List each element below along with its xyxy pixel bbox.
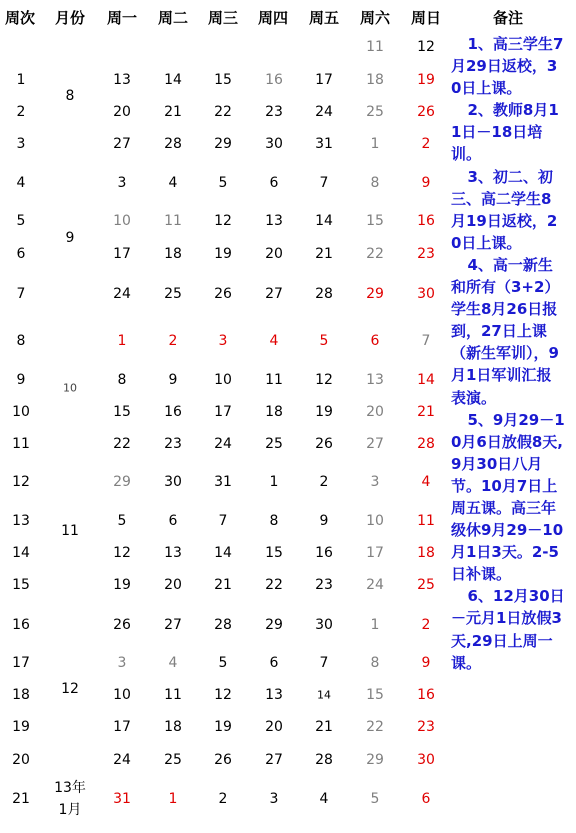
day-cell-sun: 16: [417, 213, 435, 229]
week-number: 11: [12, 436, 30, 452]
day-cell-thu: 29: [265, 617, 283, 633]
day-cell-tue: 18: [164, 719, 182, 735]
day-cell-sun: 23: [417, 246, 435, 262]
day-cell-sat: 18: [366, 72, 384, 88]
day-cell-sun: 28: [417, 436, 435, 452]
day-cell-tue: 11: [164, 213, 182, 229]
week-number: 13: [12, 513, 30, 529]
header-cell: 周五: [308, 9, 339, 27]
month-label: [30, 777, 110, 821]
day-cell-wed: 19: [214, 719, 232, 735]
day-cell-wed: 26: [214, 286, 232, 302]
day-cell-sun: 16: [417, 687, 435, 703]
note-item: 3、初二、初三、高二学生8月19日返校，20日上课。: [451, 167, 558, 252]
day-cell-fri: 24: [315, 104, 333, 120]
day-cell-thu: 27: [265, 286, 283, 302]
day-cell-mon: 19: [113, 577, 131, 593]
day-cell-fri: 31: [315, 136, 333, 152]
header-cell: 周日: [410, 9, 441, 27]
day-cell-mon: 13: [113, 72, 131, 88]
day-cell-fri: 30: [315, 617, 333, 633]
day-cell-sun: 6: [421, 791, 431, 807]
header-cell: 月份: [54, 9, 85, 27]
day-cell-tue: 20: [164, 577, 182, 593]
notes-column: [451, 33, 566, 674]
day-cell-fri: 4: [319, 791, 329, 807]
day-cell-thu: 30: [265, 136, 283, 152]
day-cell-mon: 15: [113, 404, 131, 420]
day-cell-sat: 1: [370, 617, 380, 633]
week-number: 1: [16, 72, 26, 88]
week-number: 12: [12, 474, 30, 490]
day-cell-mon: 22: [113, 436, 131, 452]
note-item: 4、高一新生和所有（3+2）学生8月26日报到，27日上课（新生军训），9月1日军训汇报表演。: [451, 255, 560, 407]
day-cell-tue: 21: [164, 104, 182, 120]
month-label-month: 1月: [58, 802, 82, 818]
day-cell-mon: 17: [113, 246, 131, 262]
day-cell-tue: 30: [164, 474, 182, 490]
day-cell-mon: 8: [117, 372, 127, 388]
day-cell-mon: 20: [113, 104, 131, 120]
day-cell-thu: 22: [265, 577, 283, 593]
day-cell-fri: 7: [319, 175, 329, 191]
day-cell-mon: 12: [113, 545, 131, 561]
day-cell-sat: 25: [366, 104, 384, 120]
day-cell-tue: 14: [164, 72, 182, 88]
day-cell-thu: 15: [265, 545, 283, 561]
day-cell-tue: 28: [164, 136, 182, 152]
day-cell-sat: 3: [370, 474, 380, 490]
day-cell-mon: 1: [117, 333, 127, 349]
day-cell-wed: 15: [214, 72, 232, 88]
day-cell-sat: 22: [366, 719, 384, 735]
week-number: 10: [12, 404, 30, 420]
month-label: 10: [63, 381, 77, 395]
day-cell-fri: 23: [315, 577, 333, 593]
week-number: 9: [16, 372, 26, 388]
day-cell-tue: 4: [168, 655, 178, 671]
month-label-year: 13年: [54, 780, 86, 796]
month-label: 9: [65, 230, 75, 246]
day-cell-mon: 17: [113, 719, 131, 735]
day-cell-wed: 21: [214, 577, 232, 593]
note-item: 1、高三学生7月29日返校，30日上课。: [451, 35, 564, 98]
header-cell: 周三: [207, 9, 238, 27]
day-cell-sat: 15: [366, 213, 384, 229]
header-cell: 周四: [257, 9, 288, 27]
day-cell-sat: 11: [366, 39, 384, 55]
day-cell-tue: 25: [164, 752, 182, 768]
day-cell-thu: 11: [265, 372, 283, 388]
day-cell-sat: 29: [366, 286, 384, 302]
day-cell-wed: 12: [214, 687, 232, 703]
week-number: 2: [16, 104, 26, 120]
day-cell-tue: 2: [168, 333, 178, 349]
day-cell-sat: 1: [370, 136, 380, 152]
day-cell-fri: 17: [315, 72, 333, 88]
day-cell-fri: 7: [319, 655, 329, 671]
day-cell-sat: 13: [366, 372, 384, 388]
day-cell-tue: 9: [168, 372, 178, 388]
day-cell-thu: 18: [265, 404, 283, 420]
day-cell-thu: 4: [269, 333, 279, 349]
week-number: 20: [12, 752, 30, 768]
day-cell-sat: 24: [366, 577, 384, 593]
day-cell-thu: 6: [269, 175, 279, 191]
day-cell-thu: 6: [269, 655, 279, 671]
note-item: 5、9月29－10月6日放假8天,9月30日八月节。10月7日上周五课。高三年级休9月29－10月1日3天。2-5日补课。: [451, 410, 565, 584]
day-cell-sun: 11: [417, 513, 435, 529]
day-cell-thu: 25: [265, 436, 283, 452]
day-cell-sat: 8: [370, 175, 380, 191]
note-item: 6、12月30日－元月1日放假3天,29日上周一课。: [451, 587, 565, 672]
day-cell-wed: 10: [214, 372, 232, 388]
day-cell-fri: 16: [315, 545, 333, 561]
day-cell-wed: 17: [214, 404, 232, 420]
day-cell-mon: 10: [113, 213, 131, 229]
day-cell-thu: 27: [265, 752, 283, 768]
month-label: 11: [61, 523, 79, 539]
day-cell-mon: 27: [113, 136, 131, 152]
day-cell-sat: 5: [370, 791, 380, 807]
day-cell-sat: 20: [366, 404, 384, 420]
day-cell-wed: 12: [214, 213, 232, 229]
day-cell-mon: 3: [117, 655, 127, 671]
month-label: 12: [61, 681, 79, 697]
day-cell-fri: 5: [319, 333, 329, 349]
week-number: 3: [16, 136, 26, 152]
header-cell: 周二: [157, 9, 188, 27]
day-cell-thu: 20: [265, 246, 283, 262]
day-cell-thu: 8: [269, 513, 279, 529]
day-cell-sun: 18: [417, 545, 435, 561]
day-cell-wed: 22: [214, 104, 232, 120]
day-cell-sat: 22: [366, 246, 384, 262]
day-cell-thu: 16: [265, 72, 283, 88]
month-label: 8: [65, 88, 75, 104]
day-cell-sun: 23: [417, 719, 435, 735]
day-cell-thu: 23: [265, 104, 283, 120]
day-cell-sun: 4: [421, 474, 431, 490]
day-cell-thu: 13: [265, 213, 283, 229]
day-cell-tue: 27: [164, 617, 182, 633]
day-cell-sun: 2: [421, 617, 431, 633]
day-cell-wed: 5: [218, 655, 228, 671]
day-cell-fri: 28: [315, 752, 333, 768]
day-cell-tue: 18: [164, 246, 182, 262]
day-cell-mon: 24: [113, 752, 131, 768]
day-cell-sun: 2: [421, 136, 431, 152]
day-cell-sun: 25: [417, 577, 435, 593]
day-cell-wed: 29: [214, 136, 232, 152]
day-cell-sat: 10: [366, 513, 384, 529]
header-cell: 周次: [4, 9, 35, 27]
day-cell-wed: 19: [214, 246, 232, 262]
week-number: 15: [12, 577, 30, 593]
day-cell-fri: 21: [315, 246, 333, 262]
day-cell-mon: 26: [113, 617, 131, 633]
day-cell-sun: 21: [417, 404, 435, 420]
day-cell-mon: 3: [117, 175, 127, 191]
day-cell-wed: 14: [214, 545, 232, 561]
header-cell: 备注: [492, 9, 523, 27]
day-cell-sun: 26: [417, 104, 435, 120]
day-cell-wed: 28: [214, 617, 232, 633]
week-number: 14: [12, 545, 30, 561]
day-cell-fri: 28: [315, 286, 333, 302]
week-number: 21: [12, 791, 30, 807]
day-cell-wed: 2: [218, 791, 228, 807]
day-cell-fri: 9: [319, 513, 329, 529]
day-cell-sat: 27: [366, 436, 384, 452]
day-cell-mon: 10: [113, 687, 131, 703]
day-cell-sat: 6: [370, 333, 380, 349]
day-cell-wed: 7: [218, 513, 228, 529]
week-number: 8: [16, 333, 26, 349]
day-cell-sun: 30: [417, 752, 435, 768]
day-cell-tue: 23: [164, 436, 182, 452]
day-cell-fri: 21: [315, 719, 333, 735]
day-cell-sat: 8: [370, 655, 380, 671]
day-cell-fri: 12: [315, 372, 333, 388]
week-number: 16: [12, 617, 30, 633]
day-cell-tue: 11: [164, 687, 182, 703]
day-cell-tue: 4: [168, 175, 178, 191]
day-cell-fri: 14: [315, 213, 333, 229]
day-cell-wed: 5: [218, 175, 228, 191]
day-cell-wed: 31: [214, 474, 232, 490]
day-cell-thu: 13: [265, 687, 283, 703]
week-number: 17: [12, 655, 30, 671]
day-cell-tue: 25: [164, 286, 182, 302]
day-cell-thu: 20: [265, 719, 283, 735]
day-cell-sat: 29: [366, 752, 384, 768]
day-cell-mon: 31: [113, 791, 131, 807]
day-cell-mon: 24: [113, 286, 131, 302]
day-cell-tue: 6: [168, 513, 178, 529]
day-cell-sun: 19: [417, 72, 435, 88]
day-cell-sat: 17: [366, 545, 384, 561]
header-cell: 周六: [359, 9, 390, 27]
week-number: 19: [12, 719, 30, 735]
day-cell-sun: 30: [417, 286, 435, 302]
day-cell-thu: 1: [269, 474, 279, 490]
header-cell: 周一: [106, 9, 137, 27]
day-cell-sun: 9: [421, 175, 431, 191]
day-cell-tue: 16: [164, 404, 182, 420]
week-number: 5: [16, 213, 26, 229]
day-cell-fri: 14: [317, 688, 331, 702]
day-cell-sun: 7: [421, 333, 431, 349]
day-cell-fri: 26: [315, 436, 333, 452]
day-cell-sun: 12: [417, 39, 435, 55]
day-cell-wed: 26: [214, 752, 232, 768]
day-cell-sun: 14: [417, 372, 435, 388]
day-cell-sun: 9: [421, 655, 431, 671]
day-cell-wed: 3: [218, 333, 228, 349]
day-cell-mon: 29: [113, 474, 131, 490]
week-number: 4: [16, 175, 26, 191]
day-cell-tue: 1: [168, 791, 178, 807]
note-item: 2、教师8月11日－18日培训。: [451, 101, 559, 164]
week-number: 7: [16, 286, 26, 302]
week-number: 6: [16, 246, 26, 262]
day-cell-mon: 5: [117, 513, 127, 529]
day-cell-tue: 13: [164, 545, 182, 561]
day-cell-thu: 3: [269, 791, 279, 807]
day-cell-wed: 24: [214, 436, 232, 452]
day-cell-sat: 15: [366, 687, 384, 703]
day-cell-fri: 19: [315, 404, 333, 420]
day-cell-fri: 2: [319, 474, 329, 490]
week-number: 18: [12, 687, 30, 703]
